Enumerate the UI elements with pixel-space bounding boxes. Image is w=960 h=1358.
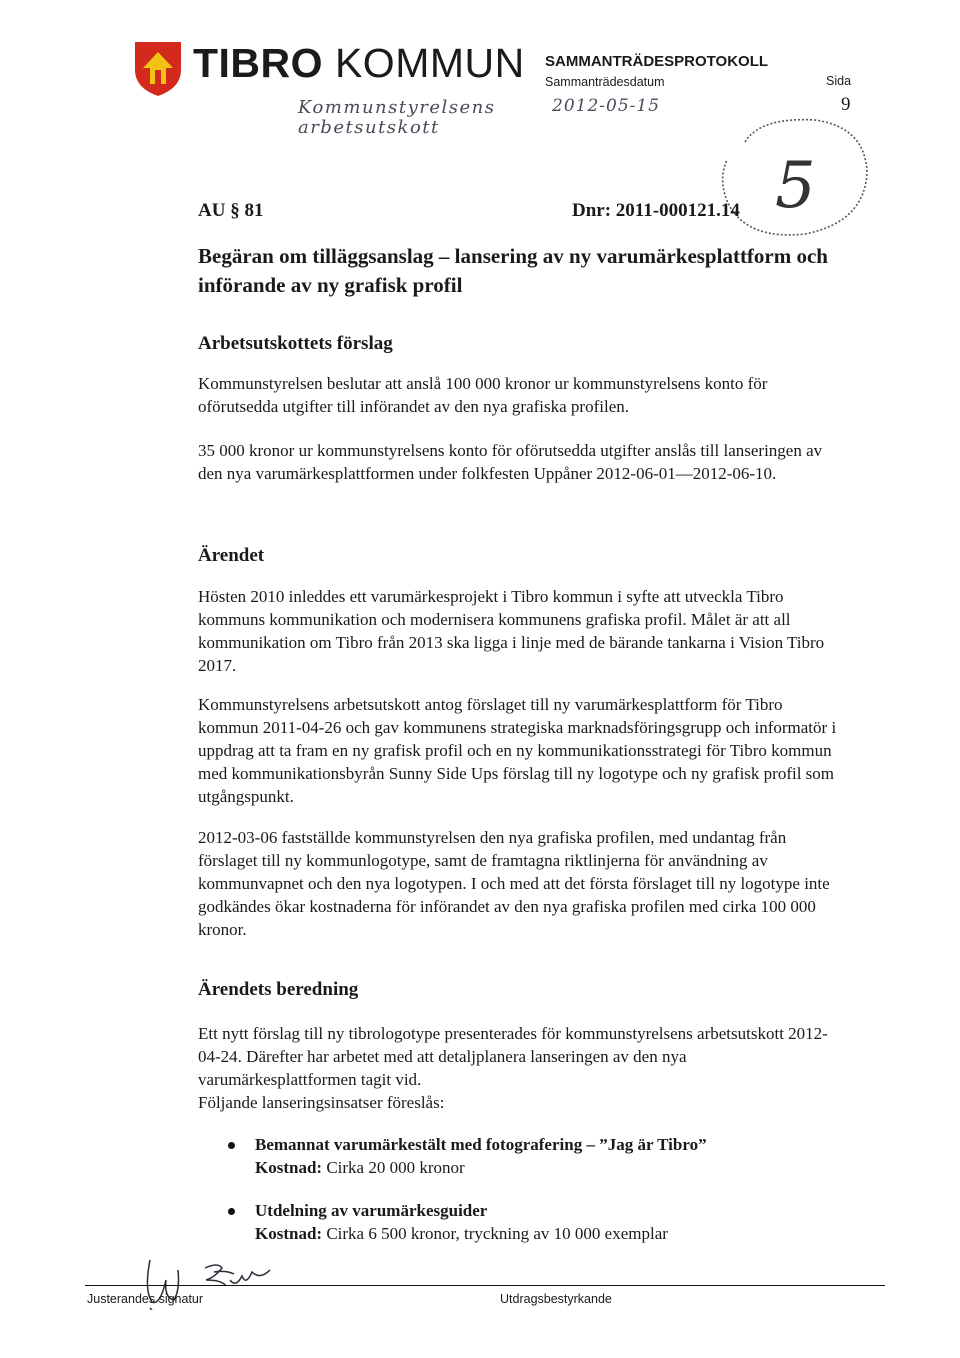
bullet-icon: [228, 1208, 235, 1215]
list-item: [228, 1199, 828, 1245]
diary-number: Dnr: 2011-000121.14: [572, 200, 740, 221]
list-item-cost-label: Kostnad:: [255, 1224, 323, 1243]
protocol-title: SAMMANTRÄDESPROTOKOLL: [545, 53, 769, 70]
brand-wordmark: [193, 40, 525, 87]
certification-label: Utdragsbestyrkande: [500, 1292, 612, 1306]
case-title: Begäran om tilläggsanslag – lansering av ny varumärkesplattform och införande av ny grafisk profil: [198, 244, 828, 297]
list-item-cost-label: Kostnad:: [255, 1158, 323, 1177]
preparation-heading: Ärendets beredning: [198, 979, 359, 1000]
meeting-date-label: Sammanträdesdatum: [545, 75, 665, 89]
bullet-icon: [228, 1142, 235, 1149]
list-item-cost: Cirka 20 000 kronor: [326, 1158, 465, 1177]
list-item-title: Utdelning av varumärkesguider: [255, 1201, 488, 1220]
preparation-paragraph-1: Ett nytt förslag till ny tibrologotype presenterades för kommunstyrelsens arbetsutskott 2012-04-24. Därefter har arbetet med att detaljplanera lanseringen av den nya varumärkesplattformen tagit vid.: [198, 1024, 828, 1089]
proposal-paragraph-2: 35 000 kronor ur kommunstyrelsens konto för oförutsedda utgifter anslås till lanseringen av den nya varumärkesplattformen under folkfesten Uppåner 2012-06-01—2012-06-10.: [198, 441, 823, 483]
page-label: Sida: [826, 74, 852, 88]
list-item: [228, 1133, 828, 1179]
stamp-number: 5: [775, 149, 816, 223]
handwritten-item-number-circle: [705, 112, 875, 242]
handwritten-committee-line1: Kommunstyrelsens: [298, 97, 496, 118]
proposal-paragraph-1: Kommunstyrelsen beslutar att anslå 100 000 kronor ur kommunstyrelsens konto för oförutsedda utgifter till införandet av den nya grafiska profilen.: [198, 374, 768, 416]
handwritten-meeting-date: 2012-05-15: [552, 96, 661, 116]
brand-wordmark-bold: TIBRO: [193, 40, 324, 86]
proposal-heading: Arbetsutskottets förslag: [198, 333, 393, 354]
matter-heading: Ärendet: [198, 545, 265, 566]
page-number: 9: [841, 94, 851, 115]
list-item-cost: Cirka 6 500 kronor, tryckning av 10 000 exemplar: [326, 1224, 668, 1243]
matter-paragraph-2: Kommunstyrelsens arbetsutskott antog förslaget till ny varumärkesplattform för Tibro kommun 2011-04-26 och gav kommunens strategiska marknadsföringsgrupp och informatör i uppdrag att ta fram en ny grafisk profil och en ny kommunikationsstrategi för Tibro kommun med kommunikationsbyrån Sunny Side Ups förslag till ny logotype och ny grafisk profil som utgångspunkt.: [198, 695, 837, 806]
section-number: AU § 81: [198, 200, 264, 221]
handwritten-committee-line2: arbetsutskott: [298, 117, 440, 138]
list-item-title: Bemannat varumärkestält med fotografering – ”Jag är Tibro”: [255, 1135, 707, 1154]
preparation-paragraph-2: Följande lanseringsinsatser föreslås:: [198, 1093, 445, 1112]
handwritten-committee-name: [298, 98, 496, 138]
signature-divider: [85, 1285, 885, 1286]
signature-label: Justerandes signatur: [87, 1292, 204, 1306]
brand-wordmark-light: KOMMUN: [334, 40, 525, 86]
matter-paragraph-1: Hösten 2010 inleddes ett varumärkesprojekt i Tibro kommun i syfte att utveckla Tibro kommuns kommunikation och modernisera kommunens grafiska profil. Målet är att all kommunikation om Tibro från 2013 ska ligga i linje med de bärande tankarna i Vision Tibro 2017.: [198, 587, 825, 675]
municipality-coat-of-arms-logo: [133, 40, 183, 98]
matter-paragraph-3: 2012-03-06 fastställde kommunstyrelsen den nya grafiska profilen, med undantag från förslaget till ny kommunlogotype, samt de framtagna riktlinjerna för användning av kommunvapnet och den nya logotypen. I och med att det första förslaget till ny logotype inte godkändes ökar kostnaderna för införandet av den nya grafiska profilen med cirka 100 000 kronor.: [198, 828, 830, 939]
